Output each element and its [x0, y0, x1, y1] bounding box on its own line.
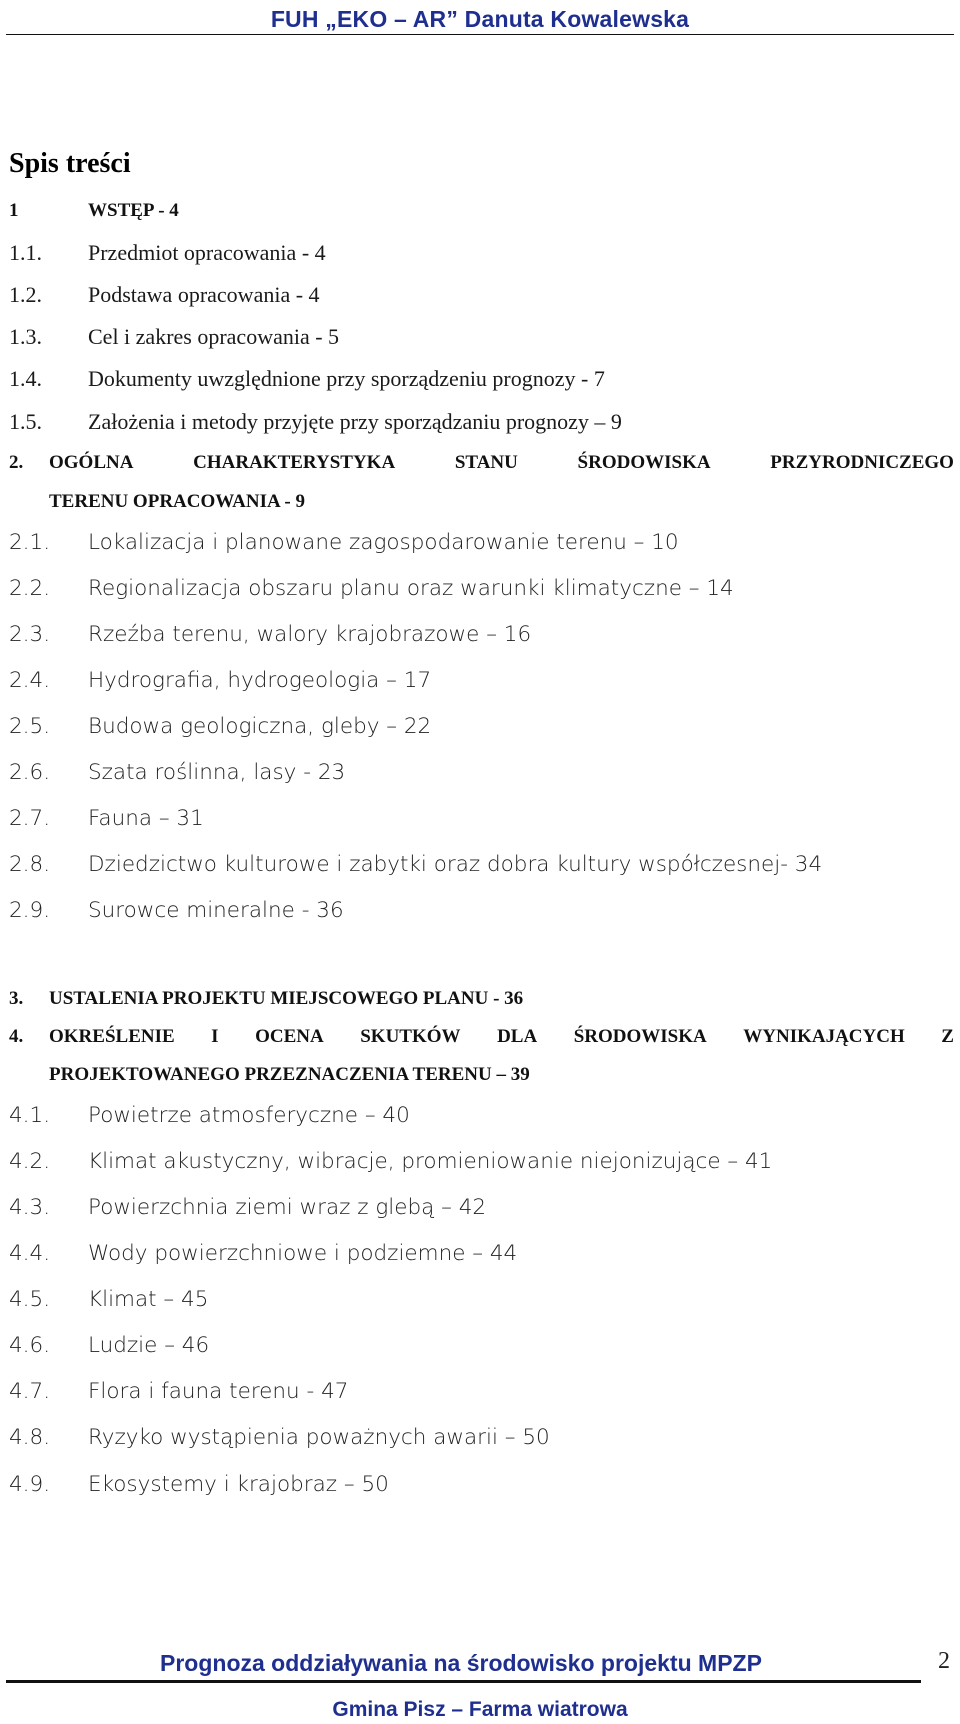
toc-entry-title: Ludzie – 46: [88, 1333, 210, 1358]
toc-entry-number: 1.3.: [9, 324, 42, 349]
toc-entry-title: Wody powierzchniowe i podziemne – 44: [88, 1241, 518, 1266]
toc-entry-number: 2.5.: [9, 714, 51, 739]
toc-word: CHARAKTERYSTYKA: [193, 452, 396, 473]
toc-word: STANU: [454, 452, 518, 473]
toc-entry-title: Regionalizacja obszaru planu oraz warunki klimatyczne – 14: [88, 576, 734, 601]
toc-entry-number: 1.1.: [9, 240, 42, 265]
toc-entry-title: Dziedzictwo kulturowe i zabytki oraz dobra kultury współczesnej- 34: [88, 852, 823, 877]
toc-word: OKREŚLENIE: [49, 1026, 175, 1047]
toc-entry-2-title-line1: [49, 452, 954, 474]
toc-word: PRZYRODNICZEGO: [770, 452, 954, 473]
toc-entry-number: 2.2.: [9, 576, 51, 601]
toc-entry-title: Powietrze atmosferyczne – 40: [88, 1103, 410, 1128]
toc-entry-number: 2.9.: [9, 898, 51, 923]
toc-word: DLA: [497, 1026, 538, 1047]
toc-entry-number: 2.6.: [9, 760, 51, 785]
toc-entry-number: 4.2.: [9, 1149, 51, 1174]
toc-entry-number: 2.1.: [9, 530, 51, 555]
toc-entry-title: Lokalizacja i planowane zagospodarowanie terenu – 10: [88, 530, 679, 555]
document-header-title: FUH „EKO – AR” Danuta Kowalewska: [270, 6, 690, 32]
footer-divider: [6, 1680, 921, 1683]
toc-word: Z: [941, 1026, 954, 1047]
toc-entry-title: Klimat – 45: [88, 1287, 209, 1312]
toc-entry-title: Cel i zakres opracowania - 5: [88, 324, 340, 349]
toc-entry-title: Klimat akustyczny, wibracje, promieniowanie niejonizujące – 41: [88, 1149, 773, 1174]
toc-entry-number: 2.8.: [9, 852, 51, 877]
toc-word: I: [211, 1026, 219, 1047]
toc-entry-title: Przedmiot opracowania - 4: [88, 240, 326, 265]
toc-word: OCENA: [255, 1026, 324, 1047]
page-number: 2: [938, 1648, 950, 1674]
toc-entry-number: 4.3.: [9, 1195, 51, 1220]
toc-entry-number: 2.7.: [9, 806, 51, 831]
toc-word: ŚRODOWISKA: [577, 452, 711, 473]
toc-entry-4-title-line2: PROJEKTOWANEGO PRZEZNACZENIA TERENU – 39: [49, 1064, 530, 1085]
toc-word: OGÓLNA: [49, 452, 134, 473]
toc-entry-title: Powierzchnia ziemi wraz z glebą – 42: [88, 1195, 487, 1220]
toc-entry-title: Hydrografia, hydrogeologia – 17: [88, 668, 432, 693]
toc-entry-number: 1.5.: [9, 409, 42, 434]
toc-entry-title: Flora i fauna terenu - 47: [88, 1379, 349, 1404]
toc-entry-number: 4.6.: [9, 1333, 51, 1358]
toc-word: WYNIKAJĄCYCH: [743, 1026, 905, 1047]
toc-entry-title: Podstawa opracowania - 4: [88, 282, 320, 307]
toc-entry-2-title-line2: TERENU OPRACOWANIA - 9: [49, 491, 305, 512]
toc-entry-number: 4.5.: [9, 1287, 51, 1312]
toc-entry-number: 1.2.: [9, 282, 42, 307]
toc-entry-number: 4.1.: [9, 1103, 51, 1128]
toc-word: ŚRODOWISKA: [573, 1026, 707, 1047]
toc-entry-number: 4.9.: [9, 1472, 51, 1497]
toc-entry-number: 2.: [9, 452, 24, 473]
footer-subtitle: Gmina Pisz – Farma wiatrowa: [332, 1698, 628, 1721]
toc-entry-number: 1: [9, 200, 19, 221]
toc-entry-title: Szata roślinna, lasy - 23: [88, 760, 346, 785]
toc-entry-number: 1.4.: [9, 366, 42, 391]
toc-entry-title: Fauna – 31: [88, 806, 204, 831]
toc-entry-number: 2.4.: [9, 668, 51, 693]
toc-heading: Spis treści: [9, 148, 131, 179]
toc-entry-title: Rzeźba terenu, walory krajobrazowe – 16: [88, 622, 532, 647]
toc-entry-number: 3.: [9, 988, 24, 1009]
toc-entry-number: 4.4.: [9, 1241, 51, 1266]
toc-entry-number: 4.: [9, 1026, 24, 1047]
toc-entry-number: 2.3.: [9, 622, 51, 647]
footer-document-title: Prognoza oddziaływania na środowisko projektu MPZP: [160, 1650, 762, 1676]
toc-entry-number: 4.8.: [9, 1425, 51, 1450]
toc-entry-title: Założenia i metody przyjęte przy sporządzaniu prognozy – 9: [88, 409, 622, 434]
toc-entry-title: Dokumenty uwzględnione przy sporządzeniu prognozy - 7: [88, 366, 605, 391]
toc-entry-title: WSTĘP - 4: [88, 200, 179, 221]
toc-entry-number: 4.7.: [9, 1379, 51, 1404]
toc-entry-4-title-line1: [49, 1026, 954, 1048]
toc-word: SKUTKÓW: [360, 1026, 461, 1047]
toc-entry-title: Surowce mineralne - 36: [88, 898, 344, 923]
toc-entry-title: Ekosystemy i krajobraz – 50: [88, 1472, 389, 1497]
toc-entry-title: USTALENIA PROJEKTU MIEJSCOWEGO PLANU - 36: [49, 988, 524, 1009]
toc-entry-title: Ryzyko wystąpienia poważnych awarii – 50: [88, 1425, 550, 1450]
toc-entry-title: Budowa geologiczna, gleby – 22: [88, 714, 432, 739]
